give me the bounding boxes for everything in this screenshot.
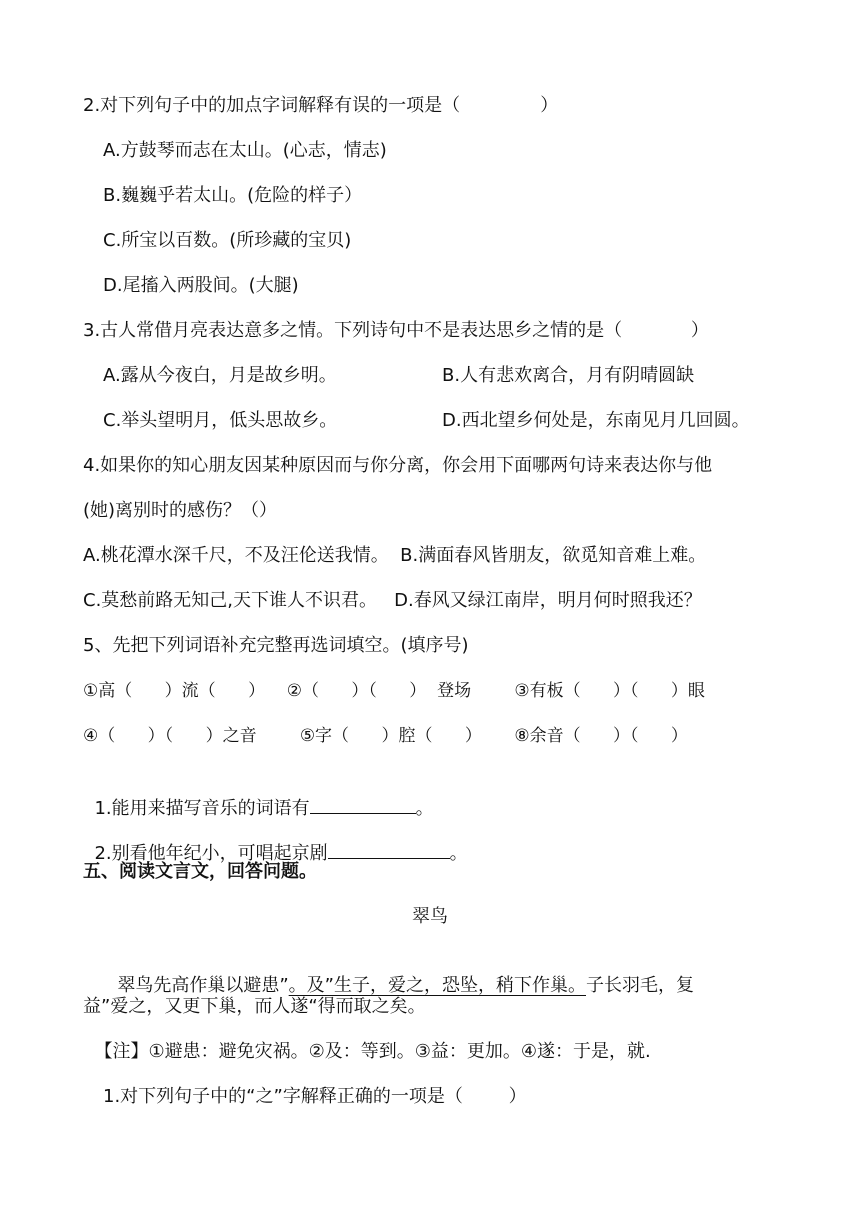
q5-words-row1: ①高（ ）流（ ） ②（ ）（ ） 登场 ③有板（ ）（ ）眼 — [83, 681, 705, 701]
q4-options-ab: A.桃花潭水深千尺，不及汪伦送我情。 B.满面春风皆朋友，欲觅知音难上难。 — [83, 545, 707, 566]
q4-options-cd: C.莫愁前路无知己,天下谁人不识君。 D.春风又绿江南岸，明月何时照我还？ — [83, 590, 702, 611]
passage-line-2: 益”爱之，又更下巢，而人遂“得而取之矣。 — [83, 996, 426, 1017]
q5-fill-2 — [83, 816, 468, 864]
underlined-sentence: 。及”生子，爱之，恐坠，稍下作巢。 — [288, 975, 586, 996]
q5-words-row2: ④（ ）（ ）之音 ⑤字（ ）腔（ ） ⑧余音（ ）（ ） — [83, 726, 688, 746]
q3-option-b: B.人有悲欢离合，月有阴晴圆缺 — [442, 365, 695, 386]
passage-line-1 — [83, 950, 694, 996]
q2-option-a: A.方鼓琴而志在太山。(心志，情志) — [103, 140, 387, 161]
fill2-end: 。 — [449, 843, 468, 864]
q3-option-a: A.露从今夜白，月是故乡明。 — [103, 365, 337, 386]
q2-stem: 2.对下列句子中的加点字词解释有误的一项是（ ） — [83, 95, 559, 116]
passage-question-1: 1.对下列句子中的“之”字解释正确的一项是（ ） — [103, 1086, 527, 1107]
passage-title: 翠鸟 — [412, 906, 448, 927]
q3-option-d: D.西北望乡何处是，东南见月几回圆。 — [442, 410, 750, 431]
q2-option-d: D.尾搐入两股间。(大腿) — [103, 275, 299, 296]
q4-stem-line2: (她)离别时的感伤？（） — [83, 500, 278, 521]
answer-blank[interactable] — [328, 840, 450, 859]
q2-option-b: B.巍巍乎若太山。(危险的样子） — [103, 185, 363, 206]
fill1-text: 1.能用来描写音乐的词语有 — [94, 798, 310, 819]
passage-text-a: 翠鸟先高作巢以避患” — [94, 975, 289, 996]
answer-blank[interactable] — [310, 795, 416, 814]
passage-text-c: 子长羽毛，复 — [586, 975, 694, 996]
q4-stem-line1: 4.如果你的知心朋友因某种原因而与你分离，你会用下面哪两句诗来表达你与他 — [83, 455, 713, 476]
q3-stem: 3.古人常借月亮表达意多之情。下列诗句中不是表达思乡之情的是（ ） — [83, 320, 709, 341]
q5-fill-1 — [83, 771, 434, 819]
q5-stem: 5、先把下列词语补充完整再选词填空。(填序号) — [83, 635, 469, 656]
fill1-end: 。 — [415, 798, 434, 819]
fill2-text: 2.别看他年纪小，可唱起京剧 — [94, 843, 328, 864]
q2-option-c: C.所宝以百数。(所珍藏的宝贝) — [103, 230, 352, 251]
q3-option-c: C.举头望明月，低头思故乡。 — [103, 410, 338, 431]
passage-note: 【注】①避患：避免灾祸。②及：等到。③益：更加。④遂：于是，就. — [83, 1041, 651, 1062]
section-heading: 五、阅读文言文，回答问题。 — [83, 861, 317, 882]
